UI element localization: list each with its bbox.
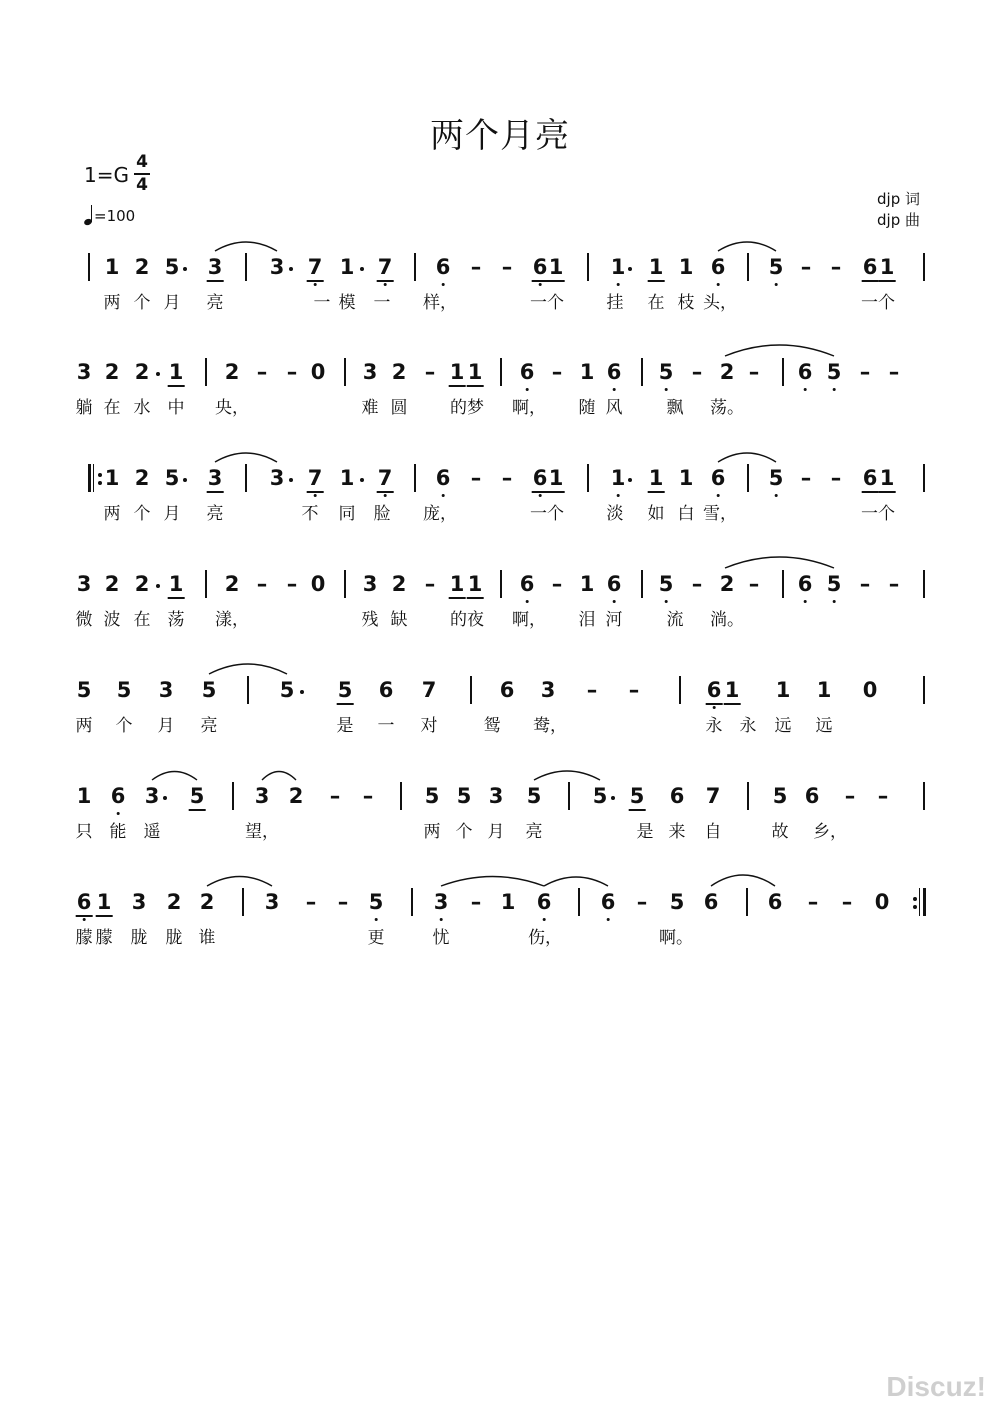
note-number: 1: [579, 360, 595, 384]
note-number: 1: [775, 678, 791, 702]
slur-arc: [725, 557, 834, 568]
note-number: 0: [874, 890, 890, 914]
lyric-syllable: 同: [338, 504, 356, 524]
note-number: 2: [134, 572, 150, 596]
note-number: 1: [104, 255, 120, 279]
hold-dash: –: [800, 255, 812, 279]
note-number: 3: [434, 890, 449, 914]
note-number: 1: [649, 466, 664, 490]
hold-dash: –: [830, 466, 842, 490]
note-number: 3: [264, 890, 280, 914]
lyric-syllable: 圆: [390, 398, 408, 418]
lyric-syllable: 两: [423, 822, 441, 842]
lyric-syllable: 一: [313, 293, 331, 313]
lyric-syllable: 是: [336, 716, 354, 736]
hold-dash: –: [636, 890, 648, 914]
note-number: 6: [703, 890, 719, 914]
note-number: 1: [816, 678, 832, 702]
hold-dash: –: [329, 784, 341, 808]
note-number: 2: [199, 890, 215, 914]
note-number: 6: [436, 255, 451, 279]
lyric-syllable: 永: [739, 716, 757, 736]
lyricist-credit: djp 词: [877, 190, 920, 208]
lyric-syllable: 残: [361, 610, 379, 630]
hold-dash: –: [286, 360, 298, 384]
lyric-syllable: 忧: [432, 928, 450, 948]
slur-arc: [534, 771, 600, 780]
lyric-syllable: 月: [487, 822, 505, 842]
lyric-syllable: 流: [666, 610, 684, 630]
note-number: 0: [310, 572, 326, 596]
note-number: 6: [601, 890, 616, 914]
lyric-syllable: 自: [704, 822, 722, 842]
lyric-syllable: 枝: [677, 293, 695, 313]
note-number: 6: [499, 678, 515, 702]
lyric-syllable: 央，: [215, 398, 249, 418]
note-number: 6: [863, 466, 878, 490]
note-number: 6: [378, 678, 394, 702]
note-number: 3: [208, 255, 223, 279]
lyric-syllable: 飘: [666, 398, 684, 418]
note-number: 7: [378, 255, 393, 279]
lyric-syllable: 一: [373, 293, 391, 313]
lyric-syllable: 月: [157, 716, 175, 736]
slur-arc: [262, 772, 296, 781]
lyric-syllable: 白: [677, 504, 695, 524]
hold-dash: –: [470, 466, 482, 490]
lyric-syllable: 缺: [390, 610, 408, 630]
note-number: 1: [678, 255, 694, 279]
lyric-syllable: 的夜: [450, 610, 484, 630]
note-number: 6: [804, 784, 820, 808]
hold-dash: –: [501, 255, 513, 279]
note-number: 1: [725, 678, 740, 702]
lyric-syllable: 两: [75, 716, 93, 736]
lyric-syllable: 亮: [206, 293, 224, 313]
lyric-syllable: 中: [167, 398, 185, 418]
note-number: 6: [798, 572, 813, 596]
note-number: 5: [630, 784, 645, 808]
slur-arc: [544, 877, 608, 886]
note-number: 6: [863, 255, 878, 279]
note-number: 1: [880, 466, 895, 490]
note-number: 2: [134, 466, 150, 490]
note-number: 1: [549, 255, 564, 279]
note-number: 2: [134, 360, 150, 384]
lyric-syllable: 亮: [525, 822, 543, 842]
hold-dash: –: [691, 360, 703, 384]
note-number: 7: [308, 466, 323, 490]
note-number: 2: [719, 360, 735, 384]
slur-arc: [718, 453, 776, 462]
note-number: 3: [131, 890, 147, 914]
note-number: 5: [769, 466, 784, 490]
note-number: 3: [540, 678, 556, 702]
note-number: 5: [190, 784, 205, 808]
note-number: 2: [104, 360, 120, 384]
hold-dash: –: [551, 360, 563, 384]
note-number: 5: [456, 784, 472, 808]
note-number: 5: [116, 678, 132, 702]
note-number: 3: [208, 466, 223, 490]
note-number: 5: [592, 784, 608, 808]
composer-credit: djp 曲: [877, 211, 920, 229]
lyric-syllable: 遥: [143, 822, 161, 842]
note-number: 1: [169, 360, 184, 384]
lyric-syllable: 对: [420, 716, 438, 736]
hold-dash: –: [877, 784, 889, 808]
lyric-syllable: 望，: [245, 822, 279, 842]
note-number: 3: [76, 360, 92, 384]
lyric-syllable: 在: [647, 293, 665, 313]
lyric-syllable: 漾，: [215, 610, 249, 630]
slur-arc: [215, 242, 277, 251]
note-number: 1: [468, 572, 483, 596]
lyric-syllable: 波: [103, 610, 121, 630]
note-number: 5: [769, 255, 784, 279]
note-number: 6: [111, 784, 126, 808]
lyric-syllable: 只: [75, 822, 93, 842]
note-number: 6: [767, 890, 783, 914]
hold-dash: –: [807, 890, 819, 914]
lyric-syllable: 一: [377, 716, 395, 736]
note-number: 5: [659, 360, 674, 384]
lyric-syllable: 月: [163, 293, 181, 313]
lyric-syllable: 远: [774, 716, 792, 736]
lyric-syllable: 乡，: [813, 822, 847, 842]
lyric-syllable: 亮: [200, 716, 218, 736]
hold-dash: –: [691, 572, 703, 596]
note-number: 6: [77, 890, 92, 914]
note-number: 6: [520, 360, 535, 384]
lyric-syllable: 躺: [75, 398, 93, 418]
note-number: 5: [669, 890, 685, 914]
lyric-syllable: 在: [133, 610, 151, 630]
note-number: 6: [533, 255, 548, 279]
note-number: 5: [201, 678, 217, 702]
note-number: 1: [549, 466, 564, 490]
lyric-syllable: 淡: [606, 504, 624, 524]
note-number: 2: [224, 572, 240, 596]
lyric-syllable: 脸: [373, 504, 391, 524]
hold-dash: –: [501, 466, 513, 490]
hold-dash: –: [748, 360, 760, 384]
slur-arc: [209, 664, 287, 674]
note-number: 6: [533, 466, 548, 490]
note-number: 1: [339, 466, 355, 490]
note-number: 6: [436, 466, 451, 490]
time-signature-top: 4: [136, 152, 148, 172]
note-number: 2: [104, 572, 120, 596]
lyric-syllable: 个: [455, 822, 473, 842]
hold-dash: –: [362, 784, 374, 808]
note-number: 1: [611, 466, 626, 490]
note-number: 1: [339, 255, 355, 279]
note-number: 1: [76, 784, 92, 808]
note-number: 3: [76, 572, 92, 596]
slur-arc: [711, 875, 775, 886]
note-number: 1: [579, 572, 595, 596]
lyric-syllable: 挂: [606, 293, 624, 313]
hold-dash: –: [888, 572, 900, 596]
hold-dash: –: [859, 572, 871, 596]
lyric-syllable: 在: [103, 398, 121, 418]
note-number: 1: [611, 255, 626, 279]
note-number: 5: [827, 572, 842, 596]
note-number: 3: [269, 255, 285, 279]
hold-dash: –: [551, 572, 563, 596]
note-number: 2: [166, 890, 182, 914]
lyric-syllable: 胧: [165, 928, 183, 948]
lyric-syllable: 谁: [198, 928, 216, 948]
lyric-syllable: 伤，: [528, 928, 562, 948]
lyric-syllable: 永: [705, 716, 723, 736]
note-number: 5: [659, 572, 674, 596]
hold-dash: –: [586, 678, 598, 702]
lyric-syllable: 胧: [130, 928, 148, 948]
lyric-syllable: 不: [301, 504, 319, 524]
lyric-syllable: 随: [578, 398, 596, 418]
lyric-syllable: 亮: [206, 504, 224, 524]
note-number: 1: [500, 890, 516, 914]
lyric-syllable: 风: [605, 398, 623, 418]
lyric-syllable: 荡: [167, 610, 185, 630]
lyric-syllable: 两: [103, 293, 121, 313]
hold-dash: –: [424, 360, 436, 384]
note-number: 5: [164, 255, 180, 279]
note-number: 1: [104, 466, 120, 490]
note-number: 1: [97, 890, 112, 914]
lyric-syllable: 个: [133, 504, 151, 524]
lyric-syllable: 荡。: [710, 398, 744, 418]
note-number: 3: [254, 784, 270, 808]
lyric-syllable: 水: [133, 398, 151, 418]
lyric-syllable: 河: [605, 610, 623, 630]
hold-dash: –: [256, 360, 268, 384]
lyric-syllable: 是: [636, 822, 654, 842]
note-number: 5: [279, 678, 295, 702]
slur-arc: [215, 453, 277, 462]
note-number: 6: [520, 572, 535, 596]
lyric-syllable: 雪，: [703, 504, 737, 524]
note-number: 3: [144, 784, 160, 808]
note-number: 2: [719, 572, 735, 596]
slur-arc: [207, 877, 272, 887]
note-number: 5: [338, 678, 353, 702]
lyric-syllable: 鸳: [483, 716, 501, 736]
note-number: 5: [424, 784, 440, 808]
note-number: 7: [308, 255, 323, 279]
note-number: 5: [526, 784, 542, 808]
slur-arc: [441, 877, 544, 887]
note-number: 3: [488, 784, 504, 808]
lyric-syllable: 模: [338, 293, 356, 313]
lyric-syllable: 头，: [703, 293, 737, 313]
lyric-syllable: 朦: [75, 928, 93, 948]
hold-dash: –: [888, 360, 900, 384]
note-number: 2: [391, 572, 407, 596]
lyric-syllable: 微: [75, 610, 93, 630]
note-number: 1: [450, 360, 465, 384]
note-number: 5: [827, 360, 842, 384]
note-number: 1: [649, 255, 664, 279]
lyric-syllable: 远: [815, 716, 833, 736]
slur-arc: [152, 772, 197, 781]
note-number: 6: [537, 890, 552, 914]
hold-dash: –: [256, 572, 268, 596]
note-number: 6: [798, 360, 813, 384]
lyric-syllable: 一个: [530, 293, 564, 313]
lyric-syllable: 两: [103, 504, 121, 524]
lyric-syllable: 一个: [861, 293, 895, 313]
hold-dash: –: [470, 255, 482, 279]
note-number: 6: [707, 678, 722, 702]
song-title: 两个月亮: [430, 116, 570, 156]
note-number: 1: [450, 572, 465, 596]
hold-dash: –: [286, 572, 298, 596]
lyric-syllable: 的梦: [450, 398, 484, 418]
lyric-syllable: 啊。: [659, 928, 693, 948]
note-number: 0: [310, 360, 326, 384]
note-number: 2: [391, 360, 407, 384]
lyric-syllable: 一个: [530, 504, 564, 524]
time-signature-bottom: 4: [136, 175, 148, 195]
note-number: 2: [224, 360, 240, 384]
note-number: 7: [378, 466, 393, 490]
note-number: 3: [362, 572, 378, 596]
note-number: 6: [711, 466, 726, 490]
lyric-syllable: 泪: [578, 610, 596, 630]
slur-arc: [725, 345, 834, 356]
hold-dash: –: [305, 890, 317, 914]
tempo-value: =100: [94, 207, 136, 225]
note-number: 1: [169, 572, 184, 596]
lyric-syllable: 个: [115, 716, 133, 736]
lyric-syllable: 一个: [861, 504, 895, 524]
note-number: 2: [134, 255, 150, 279]
note-number: 2: [288, 784, 304, 808]
lyric-syllable: 个: [133, 293, 151, 313]
note-number: 5: [772, 784, 788, 808]
lyric-syllable: 鸯，: [533, 716, 567, 736]
lyric-syllable: 如: [647, 504, 665, 524]
lyric-syllable: 啊，: [512, 610, 546, 630]
lyric-syllable: 庞，: [423, 504, 457, 524]
lyric-syllable: 更: [367, 928, 385, 948]
note-number: 1: [468, 360, 483, 384]
note-number: 7: [705, 784, 721, 808]
lyric-syllable: 来: [668, 822, 686, 842]
slur-arc: [718, 242, 776, 251]
hold-dash: –: [748, 572, 760, 596]
hold-dash: –: [424, 572, 436, 596]
hold-dash: –: [800, 466, 812, 490]
lyric-syllable: 月: [163, 504, 181, 524]
lyric-syllable: 淌。: [710, 610, 744, 630]
hold-dash: –: [859, 360, 871, 384]
hold-dash: –: [841, 890, 853, 914]
note-number: 3: [362, 360, 378, 384]
hold-dash: –: [470, 890, 482, 914]
key-signature: 1=G: [84, 163, 129, 187]
note-number: 0: [862, 678, 878, 702]
note-number: 5: [164, 466, 180, 490]
lyric-syllable: 朦: [95, 928, 113, 948]
lyric-syllable: 能: [109, 822, 127, 842]
note-number: 3: [158, 678, 174, 702]
watermark-logo: Discuz!: [886, 1371, 986, 1402]
hold-dash: –: [628, 678, 640, 702]
note-number: 5: [369, 890, 384, 914]
note-number: 1: [880, 255, 895, 279]
lyric-syllable: 样，: [423, 293, 457, 313]
hold-dash: –: [830, 255, 842, 279]
note-number: 3: [269, 466, 285, 490]
note-number: 6: [607, 360, 622, 384]
note-number: 6: [607, 572, 622, 596]
note-number: 6: [669, 784, 685, 808]
hold-dash: –: [844, 784, 856, 808]
hold-dash: –: [337, 890, 349, 914]
note-number: 5: [76, 678, 92, 702]
lyric-syllable: 故: [771, 822, 789, 842]
note-number: 1: [678, 466, 694, 490]
lyric-syllable: 啊，: [512, 398, 546, 418]
note-number: 6: [711, 255, 726, 279]
note-number: 7: [421, 678, 437, 702]
lyric-syllable: 难: [361, 398, 379, 418]
